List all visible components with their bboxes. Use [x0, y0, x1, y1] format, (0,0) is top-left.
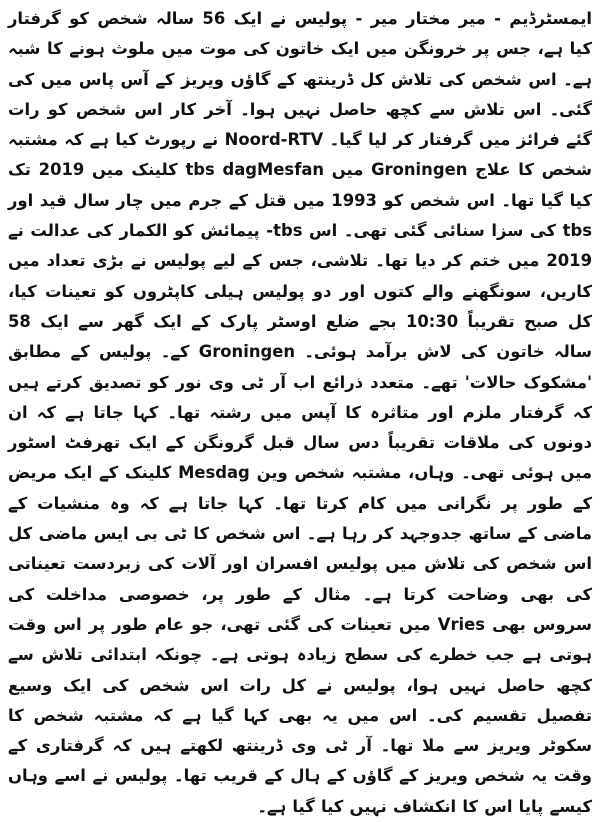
article-body: ایمسٹرڈیم - میر مختار میر - پولیس نے ایک 56 سالہ شخص کو گرفتار کیا ہے، جس پر خرونگن میں ایک خاتون کی موت میں ملوث ہونے کا شبہ ہے۔ اس شخص کی تلاش کل ڈرینتھ کے گاؤں ویریز کے آس پاس میں کی گئی۔ اس تلاش سے کچھ حاصل نہیں ہوا۔ آخر کار اس شخص کو رات گئے فرائز میں گرفتار کر لیا گیا۔ Noord-RTV نے رپورٹ کیا ہے کہ مشتبہ شخص کا علاج Groningen میں tbs dagMesfan کلینک میں 2019 تک کیا گیا تھا۔ اس شخص کو 1993 میں قتل کے جرم میں چار سال قید اور tbs کی سزا سنائی گئی تھی۔ اس tbs- پیمائش کو الکمار کی عدالت نے 2019 میں ختم کر دیا تھا۔ تلاشی، جس کے لیے پولیس نے بڑی تعداد میں کاریں، سونگھنے والے کتوں اور دو پولیس ہیلی کاپٹروں کو تعینات کیا، کل صبح تقریباً 10:30 بجے ضلع اوسٹر پارک کے ایک گھر سے ایک 58 سالہ خاتون کی لاش برآمد ہوئی۔ Groningen کے۔ پولیس کے مطابق 'مشکوک حالات' تھے۔ متعدد ذرائع اب آر ٹی وی نور کو تصدیق کرتے ہیں کہ گرفتار ملزم اور متاثرہ کا آپس میں رشتہ تھا۔ کہا جاتا ہے کہ ان دونوں کی ملاقات تقریباً دس سال قبل گرونگن کے ایک تھرفٹ اسٹور میں ہوئی تھی۔ وہاں، مشتبہ شخص وین Mesdag کلینک کے ایک مریض کے طور پر نگرانی میں کام کرتا تھا۔ کہا جاتا ہے کہ وہ منشیات کے ماضی کے ساتھ جدوجہد کر رہا ہے۔ اس شخص کا ٹی بی ایس ماضی کل اس شخص کی تلاش میں پولیس افسران اور آلات کی زبردست تعیناتی کی بھی وضاحت کرتا ہے۔ مثال کے طور پر، خصوصی مداخلت کی سروس بھی Vries میں تعینات کی گئی تھی، جو عام طور پر اس وقت ہوتی ہے جب خطرے کی سطح زیادہ ہوتی ہے۔ چونکہ ابتدائی تلاش سے کچھ حاصل نہیں ہوا، پولیس نے کل رات اس شخص کی ایک وسیع تفصیل تقسیم کی۔ اس میں یہ بھی کہا گیا ہے کہ مشتبہ شخص کا سکوٹر ویریز سے ملا تھا۔ آر ٹی وی ڈرینتھ لکھتے ہیں کہ گرفتاری کے وقت یہ شخص ویریز کے گاؤں کے ہال کے قریب تھا۔ پولیس نے اسے وہاں کیسے پایا اس کا انکشاف نہیں کیا گیا ہے۔ [8, 9, 593, 816]
